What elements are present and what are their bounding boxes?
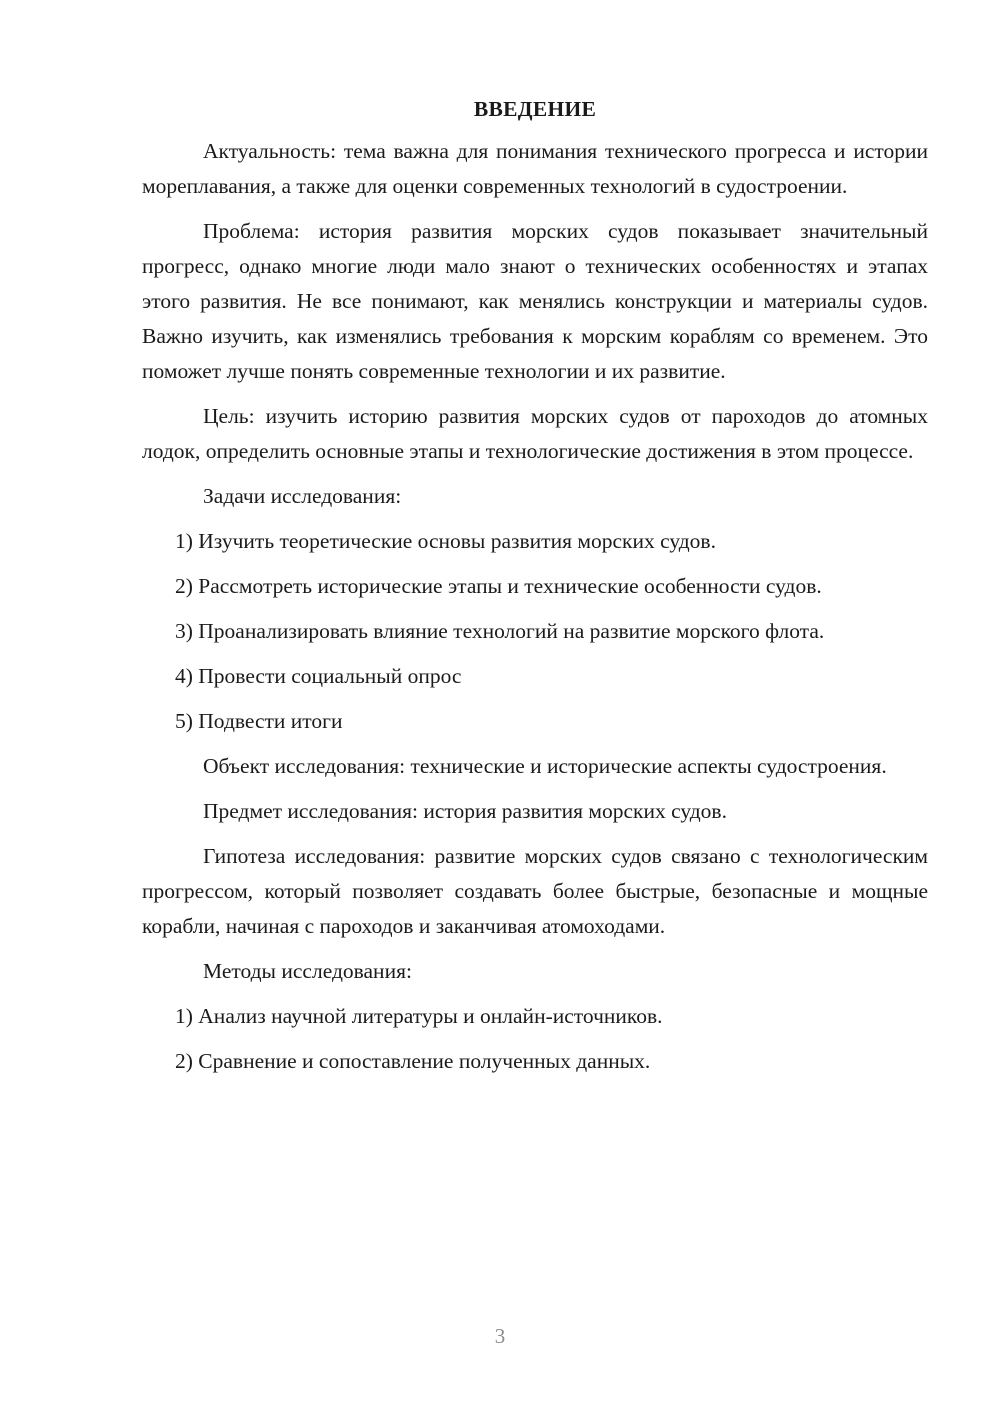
subject-paragraph: Предмет исследования: история развития морских судов. <box>203 799 727 823</box>
problem-paragraph: Проблема: история развития морских судов показывает значительный прогресс, однако многие люди мало знают о технических особенностях и этапах этого развития. Не все понимают, как менялись конструкции и материалы судов. Важно изучить, как изменялись требования к морским кораблям со временем. Это поможет лучше понять современные технологии и их развитие. <box>142 219 928 383</box>
goal-paragraph: Цель: изучить историю развития морских судов от пароходов до атомных лодок, определить основные этапы и технологические достижения в этом процессе. <box>142 404 928 463</box>
section-title: ВВЕДЕНИЕ <box>473 97 597 121</box>
document-page <box>142 92 928 1089</box>
task-item: 4) Провести социальный опрос <box>175 664 462 688</box>
task-item: 1) Изучить теоретические основы развития морских судов. <box>175 529 716 553</box>
hypothesis-paragraph: Гипотеза исследования: развитие морских судов связано с технологическим прогрессом, который позволяет создавать более быстрые, безопасные и мощные корабли, начиная с пароходов и заканчивая атомоходами. <box>142 844 928 938</box>
method-item: 2) Сравнение и сопоставление полученных данных. <box>175 1049 651 1073</box>
task-item: 2) Рассмотреть исторические этапы и технические особенности судов. <box>175 574 822 598</box>
methods-heading: Методы исследования: <box>203 959 412 983</box>
task-item: 3) Проанализировать влияние технологий на развитие морского флота. <box>175 619 825 643</box>
object-paragraph: Объект исследования: технические и исторические аспекты судостроения. <box>203 754 887 778</box>
page-number: 3 <box>494 1324 506 1348</box>
method-item: 1) Анализ научной литературы и онлайн-источников. <box>175 1004 663 1028</box>
tasks-heading: Задачи исследования: <box>203 484 402 508</box>
relevance-paragraph: Актуальность: тема важна для понимания технического прогресса и истории мореплавания, а также для оценки современных технологий в судостроении. <box>142 139 928 198</box>
task-item: 5) Подвести итоги <box>175 709 343 733</box>
